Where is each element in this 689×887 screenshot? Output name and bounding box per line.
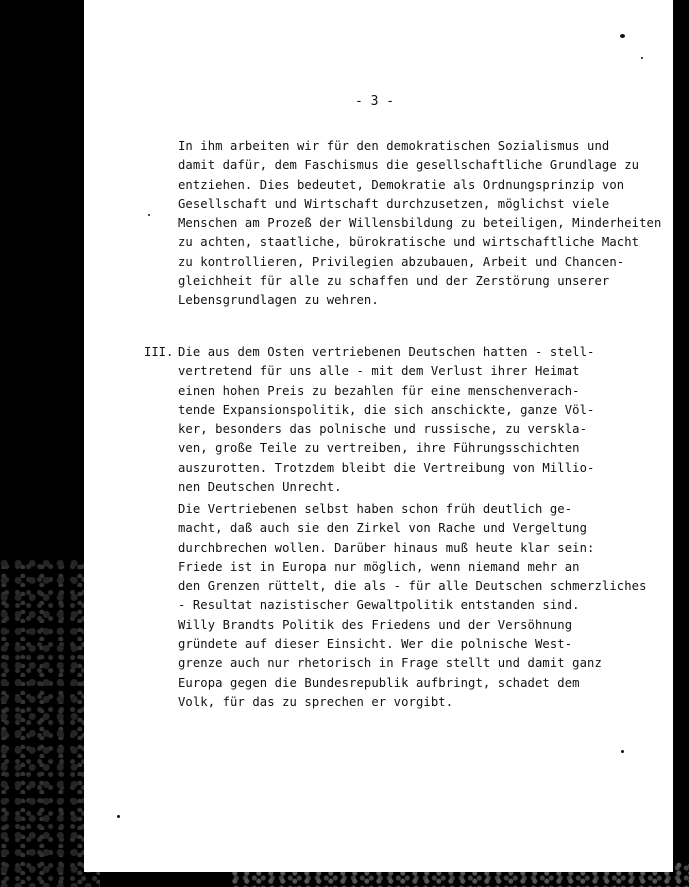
page-number: - 3 - <box>355 94 395 109</box>
section-number: III. <box>144 345 174 359</box>
paragraph-3: Die Vertriebenen selbst haben schon früh deutlich ge- macht, daß auch sie den Zirkel von Rache und Vergeltung durchbrechen wollen. Darüber hinaus muß heute klar sein: Friede ist in Europa nur möglich, wenn niemand mehr an den Grenzen rüttelt, die als - für alle Deutschen schmerzliches - Resultat nazistischer Gewaltpolitik entstanden sind. Willy Brandts Politik des Friedens und der Versöhnung gründete auf dieser Einsicht. Wer die polnische West- grenze auch nur rhetorisch in Frage stellt und damit ganz Europa gegen die Bundesrepublik aufbringt, schadet dem Volk, für das zu sprechen er vorgibt. <box>178 502 647 709</box>
scan-speck <box>148 214 150 216</box>
scan-speck <box>621 750 624 753</box>
paragraph-1: In ihm arbeiten wir für den demokratischen Sozialismus und damit dafür, dem Faschismus die gesellschaftliche Grundlage zu entziehen. Dies bedeutet, Demokratie als Ordnungsprinzip von Gesellschaft und Wirtschaft durchzusetzen, möglichst viele Menschen am Prozeß der Willensbildung zu beteiligen, Minderheiten zu achten, staatliche, bürokratische und wirtschaftliche Macht zu kontrollieren, Privilegien abzubauen, Arbeit und Chancen- gleichheit für alle zu schaffen und der Zerstörung unserer Lebensgrundlagen zu wehren. <box>178 139 662 308</box>
scan-speck <box>620 34 625 38</box>
scan-speck <box>117 815 120 818</box>
paragraph-2: Die aus dem Osten vertriebenen Deutschen hatten - stell- vertretend für uns alle - mit dem Verlust ihrer Heimat einen hohen Preis zu bezahlen für eine menschenverach- tende Expansionspolitik, die sich anschickte, ganze Völ- ker, besonders das polnische und russische, zu verskla- ven, große Teile zu vertreiben, ihre Führungsschichten auszurotten. Trotzdem bleibt die Vertreibung von Millio- nen Deutschen Unrecht. <box>178 345 595 495</box>
scan-speck <box>641 57 643 59</box>
